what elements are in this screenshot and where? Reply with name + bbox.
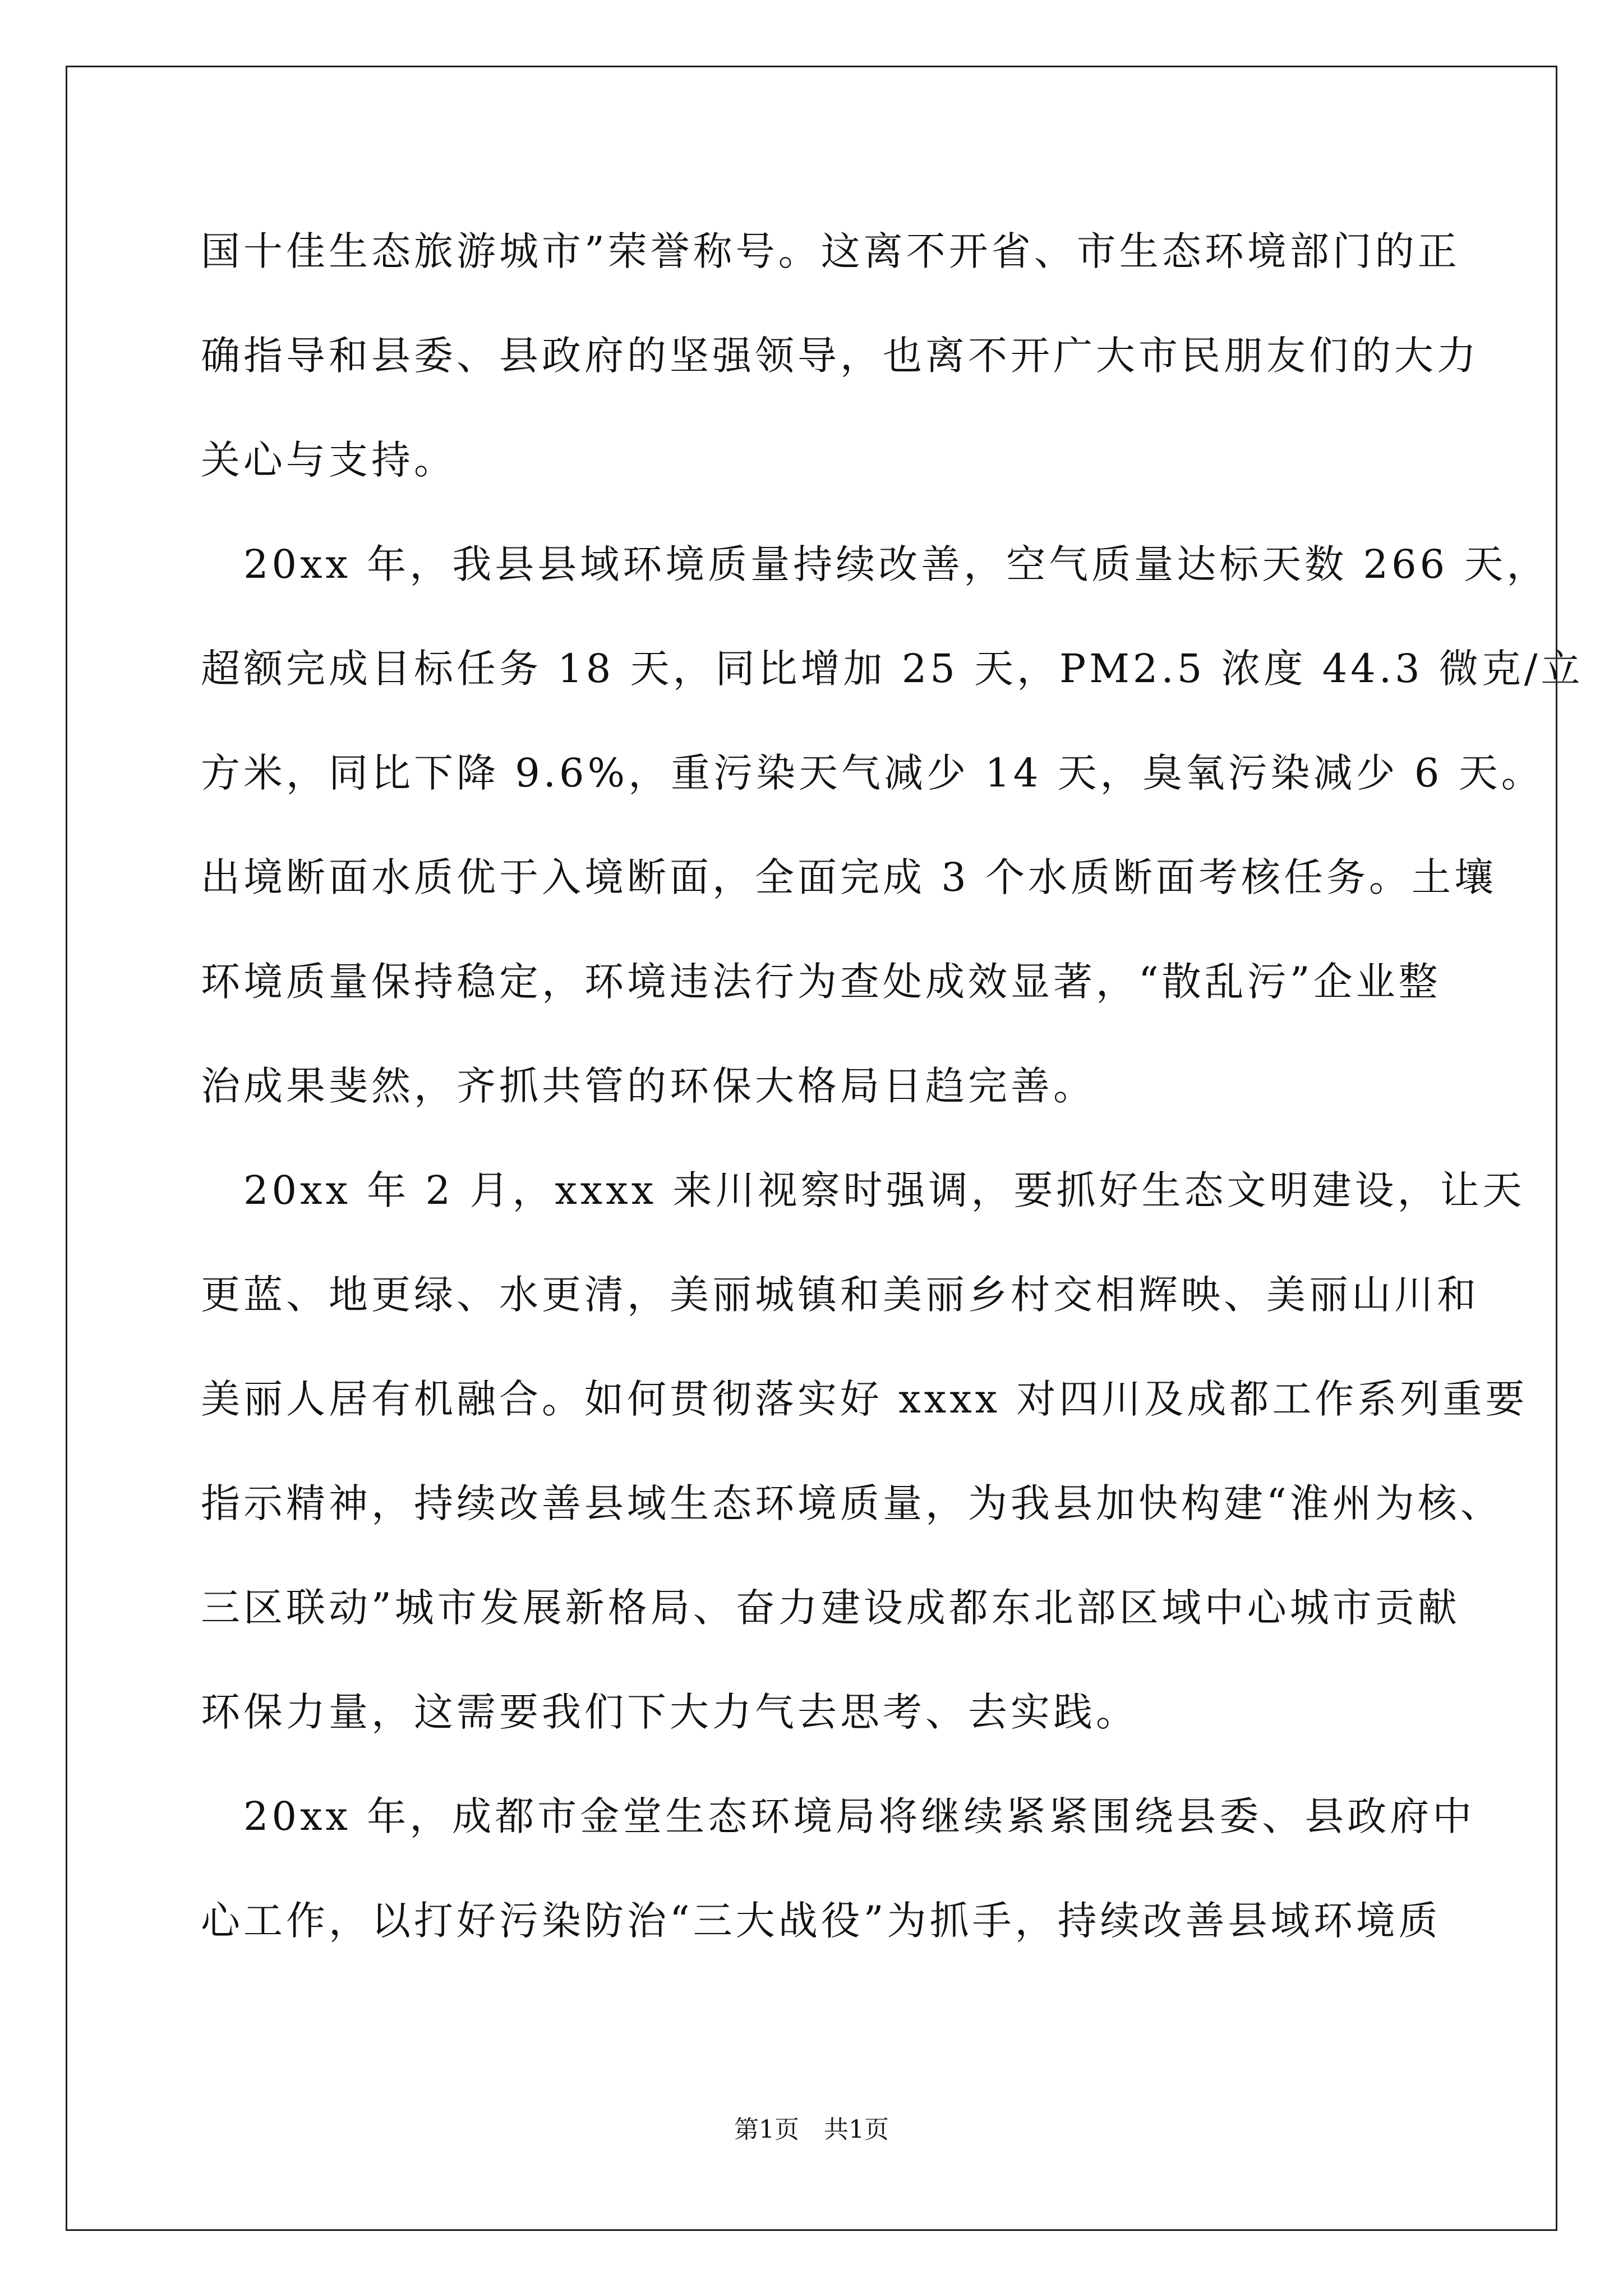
text-line: 方米，同比下降 9.6%，重污染天气减少 14 天，臭氧污染减少 6 天。 bbox=[201, 750, 1544, 796]
page-footer: 第1页 共1页 bbox=[734, 2115, 889, 2144]
text-line: 超额完成目标任务 18 天，同比增加 25 天，PM2.5 浓度 44.3 微克/立 bbox=[201, 646, 1584, 692]
text-line: 环保力量，这需要我们下大力气去思考、去实践。 bbox=[201, 1689, 1138, 1735]
text-line: 关心与支持。 bbox=[201, 437, 457, 483]
text-line: 20xx 年 2 月，xxxx 来川视察时强调，要抓好生态文明建设，让天 bbox=[201, 1167, 1525, 1213]
text-line: 心工作，以打好污染防治“三大战役”为抓手，持续改善县域环境质 bbox=[201, 1898, 1441, 1944]
text-line: 出境断面水质优于入境断面，全面完成 3 个水质断面考核任务。土壤 bbox=[201, 854, 1497, 900]
text-line: 指示精神，持续改善县域生态环境质量，为我县加快构建“淮州为核、 bbox=[201, 1480, 1503, 1526]
text-line: 治成果斐然，齐抓共管的环保大格局日趋完善。 bbox=[201, 1063, 1096, 1109]
text-line: 更蓝、地更绿、水更清，美丽城镇和美丽乡村交相辉映、美丽山川和 bbox=[201, 1272, 1479, 1318]
text-line: 20xx 年，我县县域环境质量持续改善，空气质量达标天数 266 天， bbox=[201, 541, 1550, 587]
text-line: 20xx 年，成都市金堂生态环境局将继续紧紧围绕县委、县政府中 bbox=[201, 1793, 1476, 1839]
text-line: 美丽人居有机融合。如何贯彻落实好 xxxx 对四川及成都工作系列重要 bbox=[201, 1376, 1528, 1422]
text-line: 三区联动”城市发展新格局、奋力建设成都东北部区域中心城市贡献 bbox=[201, 1585, 1460, 1631]
text-line: 环境质量保持稳定，环境违法行为查处成效显著，“散乱污”企业整 bbox=[201, 959, 1441, 1005]
text-line: 确指导和县委、县政府的坚强领导，也离不开广大市民朋友们的大力 bbox=[201, 333, 1479, 379]
text-line: 国十佳生态旅游城市”荣誉称号。这离不开省、市生态环境部门的正 bbox=[201, 228, 1460, 274]
